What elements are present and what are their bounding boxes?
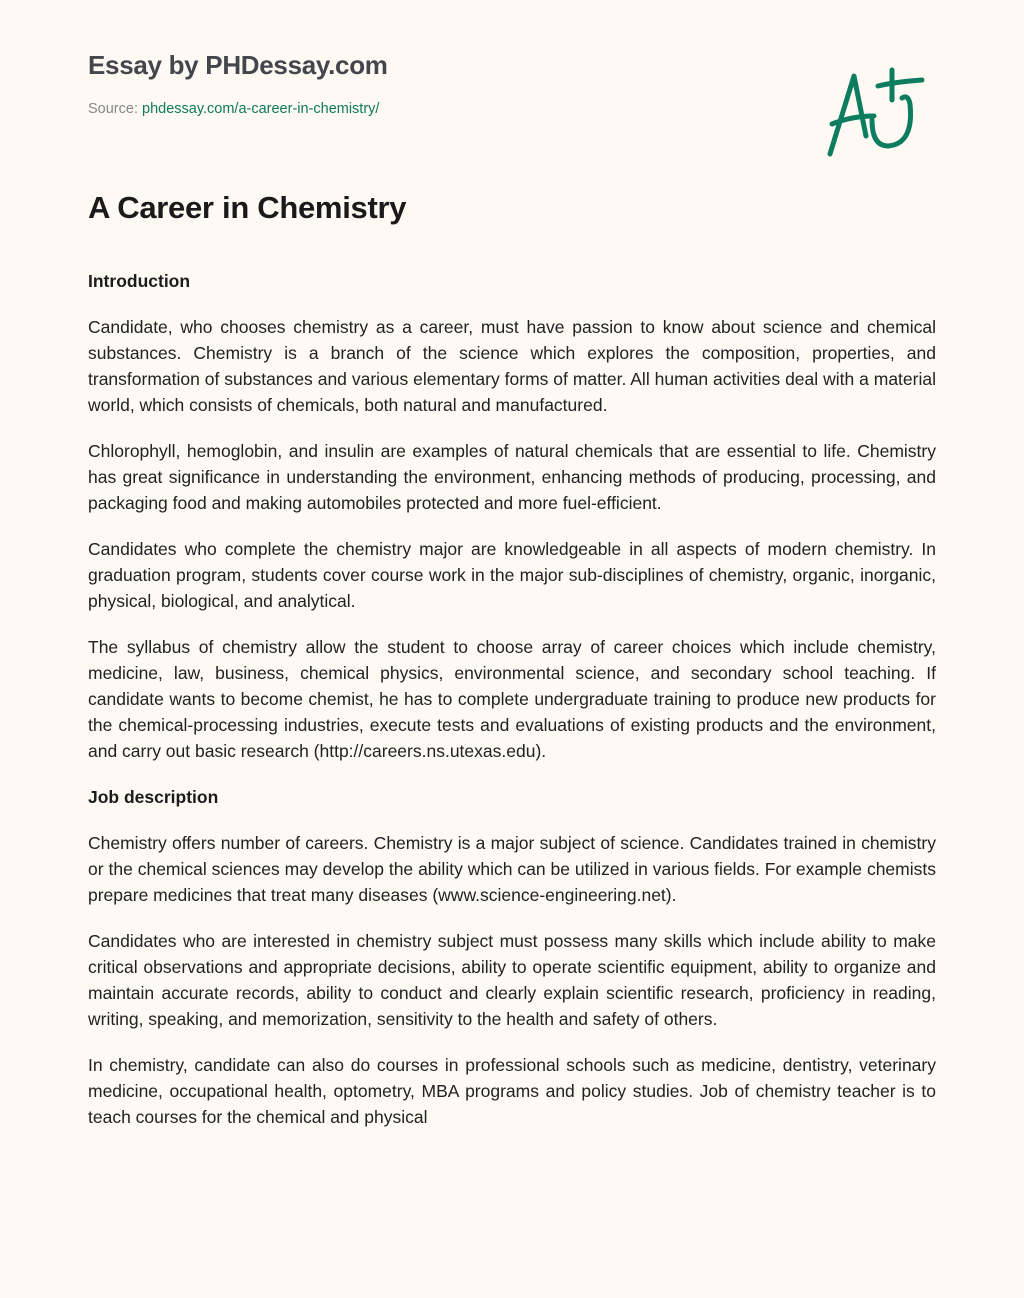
section-heading: Job description: [88, 787, 219, 807]
source-line: [88, 101, 379, 117]
paragraph: The syllabus of chemistry allow the student to choose array of career choices which include chemistry, medicine, law, business, chemical physics, environmental science, and secondary school teaching. If candidate wants to become chemist, he has to complete undergraduate training to produce new products for the chemical-processing industries, execute tests and evaluations of existing products and the environment, and carry out basic research (http://careers.ns.utexas.edu).: [88, 637, 936, 761]
paragraph: Chemistry offers number of careers. Chemistry is a major subject of science. Candidates trained in chemistry or the chemical sciences may develop the ability which can be utilized in various fields. For example chemists prepare medicines that treat many diseases (www.science-engineering.net).: [88, 833, 936, 905]
essay-body: [88, 266, 936, 1256]
site-brand: Essay by PHDessay.com: [88, 50, 388, 80]
source-link[interactable]: phdessay.com/a-career-in-chemistry/: [142, 101, 380, 117]
paragraph: Chlorophyll, hemoglobin, and insulin are examples of natural chemicals that are essential to life. Chemistry has great significance in understanding the environment, enhancing methods of producing, processing, and packaging food and making automobiles protected and more fuel-efficient.: [88, 441, 936, 513]
source-label: Source:: [88, 101, 142, 117]
essay-title: A Career in Chemistry: [88, 190, 407, 225]
a-plus-logo-icon: [822, 64, 932, 164]
paragraph: Candidates who complete the chemistry major are knowledgeable in all aspects of modern chemistry. In graduation program, students cover course work in the major sub-disciplines of chemistry, organic, inorganic, physical, biological, and analytical.: [88, 539, 936, 611]
section-heading: Introduction: [88, 271, 191, 291]
paragraph: Candidate, who chooses chemistry as a career, must have passion to know about science and chemical substances. Chemistry is a branch of the science which explores the composition, properties, and transformation of substances and various elementary forms of matter. All human activities deal with a material world, which consists of chemicals, both natural and manufactured.: [88, 317, 936, 415]
paragraph: In chemistry, candidate can also do courses in professional schools such as medicine, dentistry, veterinary medicine, occupational health, optometry, MBA programs and policy studies. Job of chemistry teacher is to teach courses for the chemical and physical: [88, 1055, 936, 1127]
paragraph: Candidates who are interested in chemistry subject must possess many skills which include ability to make critical observations and appropriate decisions, ability to operate scientific equipment, ability to organize and maintain accurate records, ability to conduct and clearly explain scientific research, proficiency in reading, writing, speaking, and memorization, sensitivity to the health and safety of others.: [88, 931, 936, 1029]
